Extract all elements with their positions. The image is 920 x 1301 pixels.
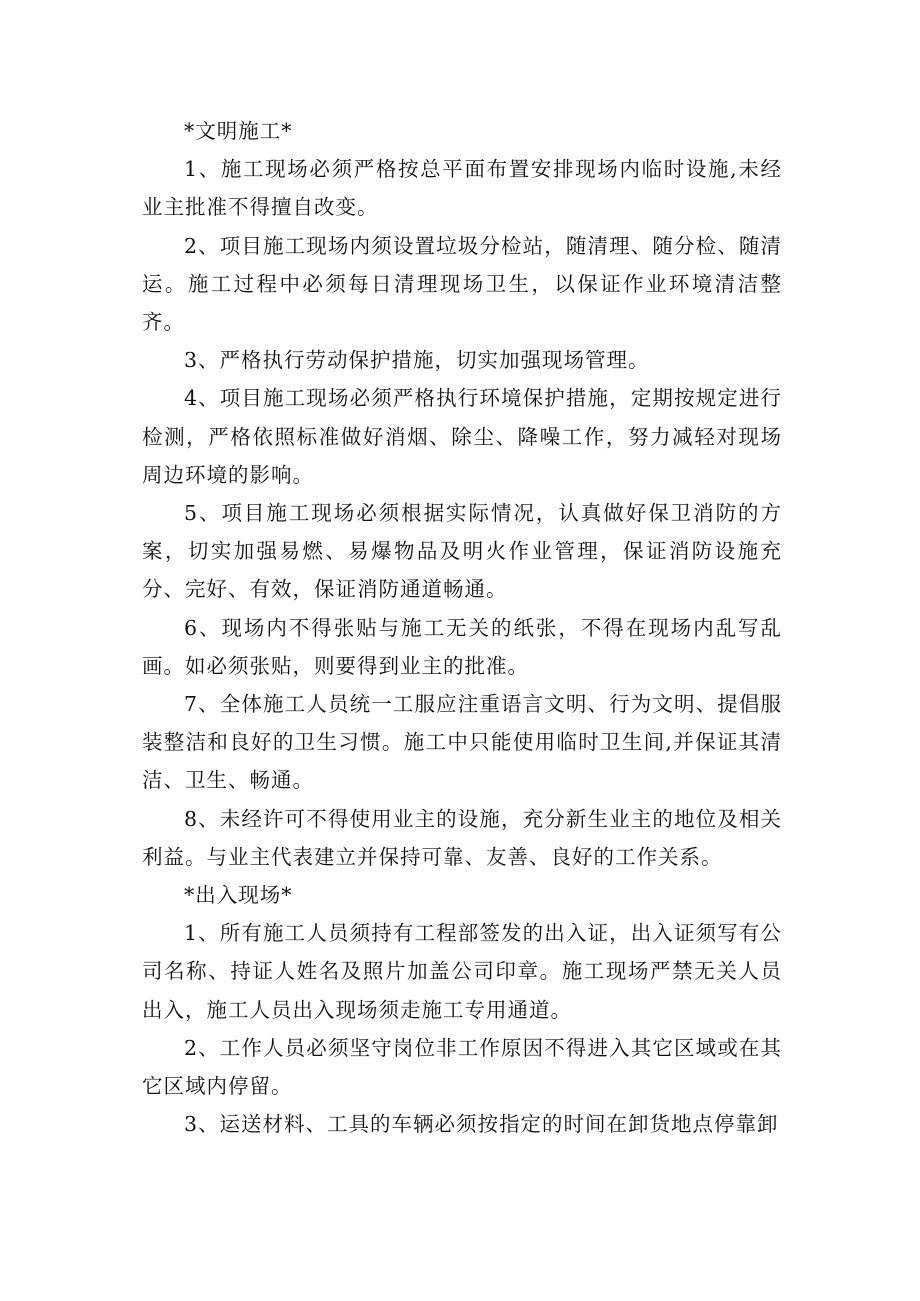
paragraph: 1、施工现场必须严格按总平面布置安排现场内临时设施,未经业主批准不得擅自改变。 [142,157,782,220]
document-body [142,112,782,1143]
section-title: *出入现场* [184,883,293,908]
paragraph: 8、未经许可不得使用业主的设施，充分新生业主的地位及相关利益。与业主代表建立并保持可靠、友善、良好的工作关系。 [142,806,782,869]
paragraph: 2、项目施工现场内须设置垃圾分检站，随清理、随分检、随清运。施工过程中必须每日清理现场卫生，以保证作业环境清洁整齐。 [142,233,782,335]
paragraph: 1、所有施工人员须持有工程部签发的出入证，出入证须写有公司名称、持证人姓名及照片加盖公司印章。施工现场严禁无关人员出入，施工人员出入现场须走施工专用通道。 [142,921,782,1022]
paragraph: 4、项目施工现场必须严格执行环境保护措施，定期按规定进行检测，严格依照标准做好消烟、除尘、降噪工作，努力减轻对现场周边环境的影响。 [142,386,782,487]
section-civilized-construction [142,112,782,876]
paragraph: 7、全体施工人员统一工服应注重语言文明、行为文明、提倡服装整洁和良好的卫生习惯。施工中只能使用临时卫生间,并保证其清洁、卫生、畅通。 [142,692,782,793]
section-site-access [142,876,782,1143]
paragraph: 3、严格执行劳动保护措施，切实加强现场管理。 [184,348,650,373]
section-title: *文明施工* [184,119,293,143]
paragraph: 3、运送材料、工具的车辆必须按指定的时间在卸货地点停靠卸 [184,1112,779,1137]
paragraph: 5、项目施工现场必须根据实际情况，认真做好保卫消防的方案，切实加强易燃、易爆物品及明火作业管理，保证消防设施充分、完好、有效，保证消防通道畅通。 [142,501,782,602]
paragraph: 2、工作人员必须坚守岗位非工作原因不得进入其它区域或在其它区域内停留。 [142,1035,782,1099]
paragraph: 6、现场内不得张贴与施工无关的纸张，不得在现场内乱写乱画。如必须张贴，则要得到业主的批准。 [142,615,782,678]
